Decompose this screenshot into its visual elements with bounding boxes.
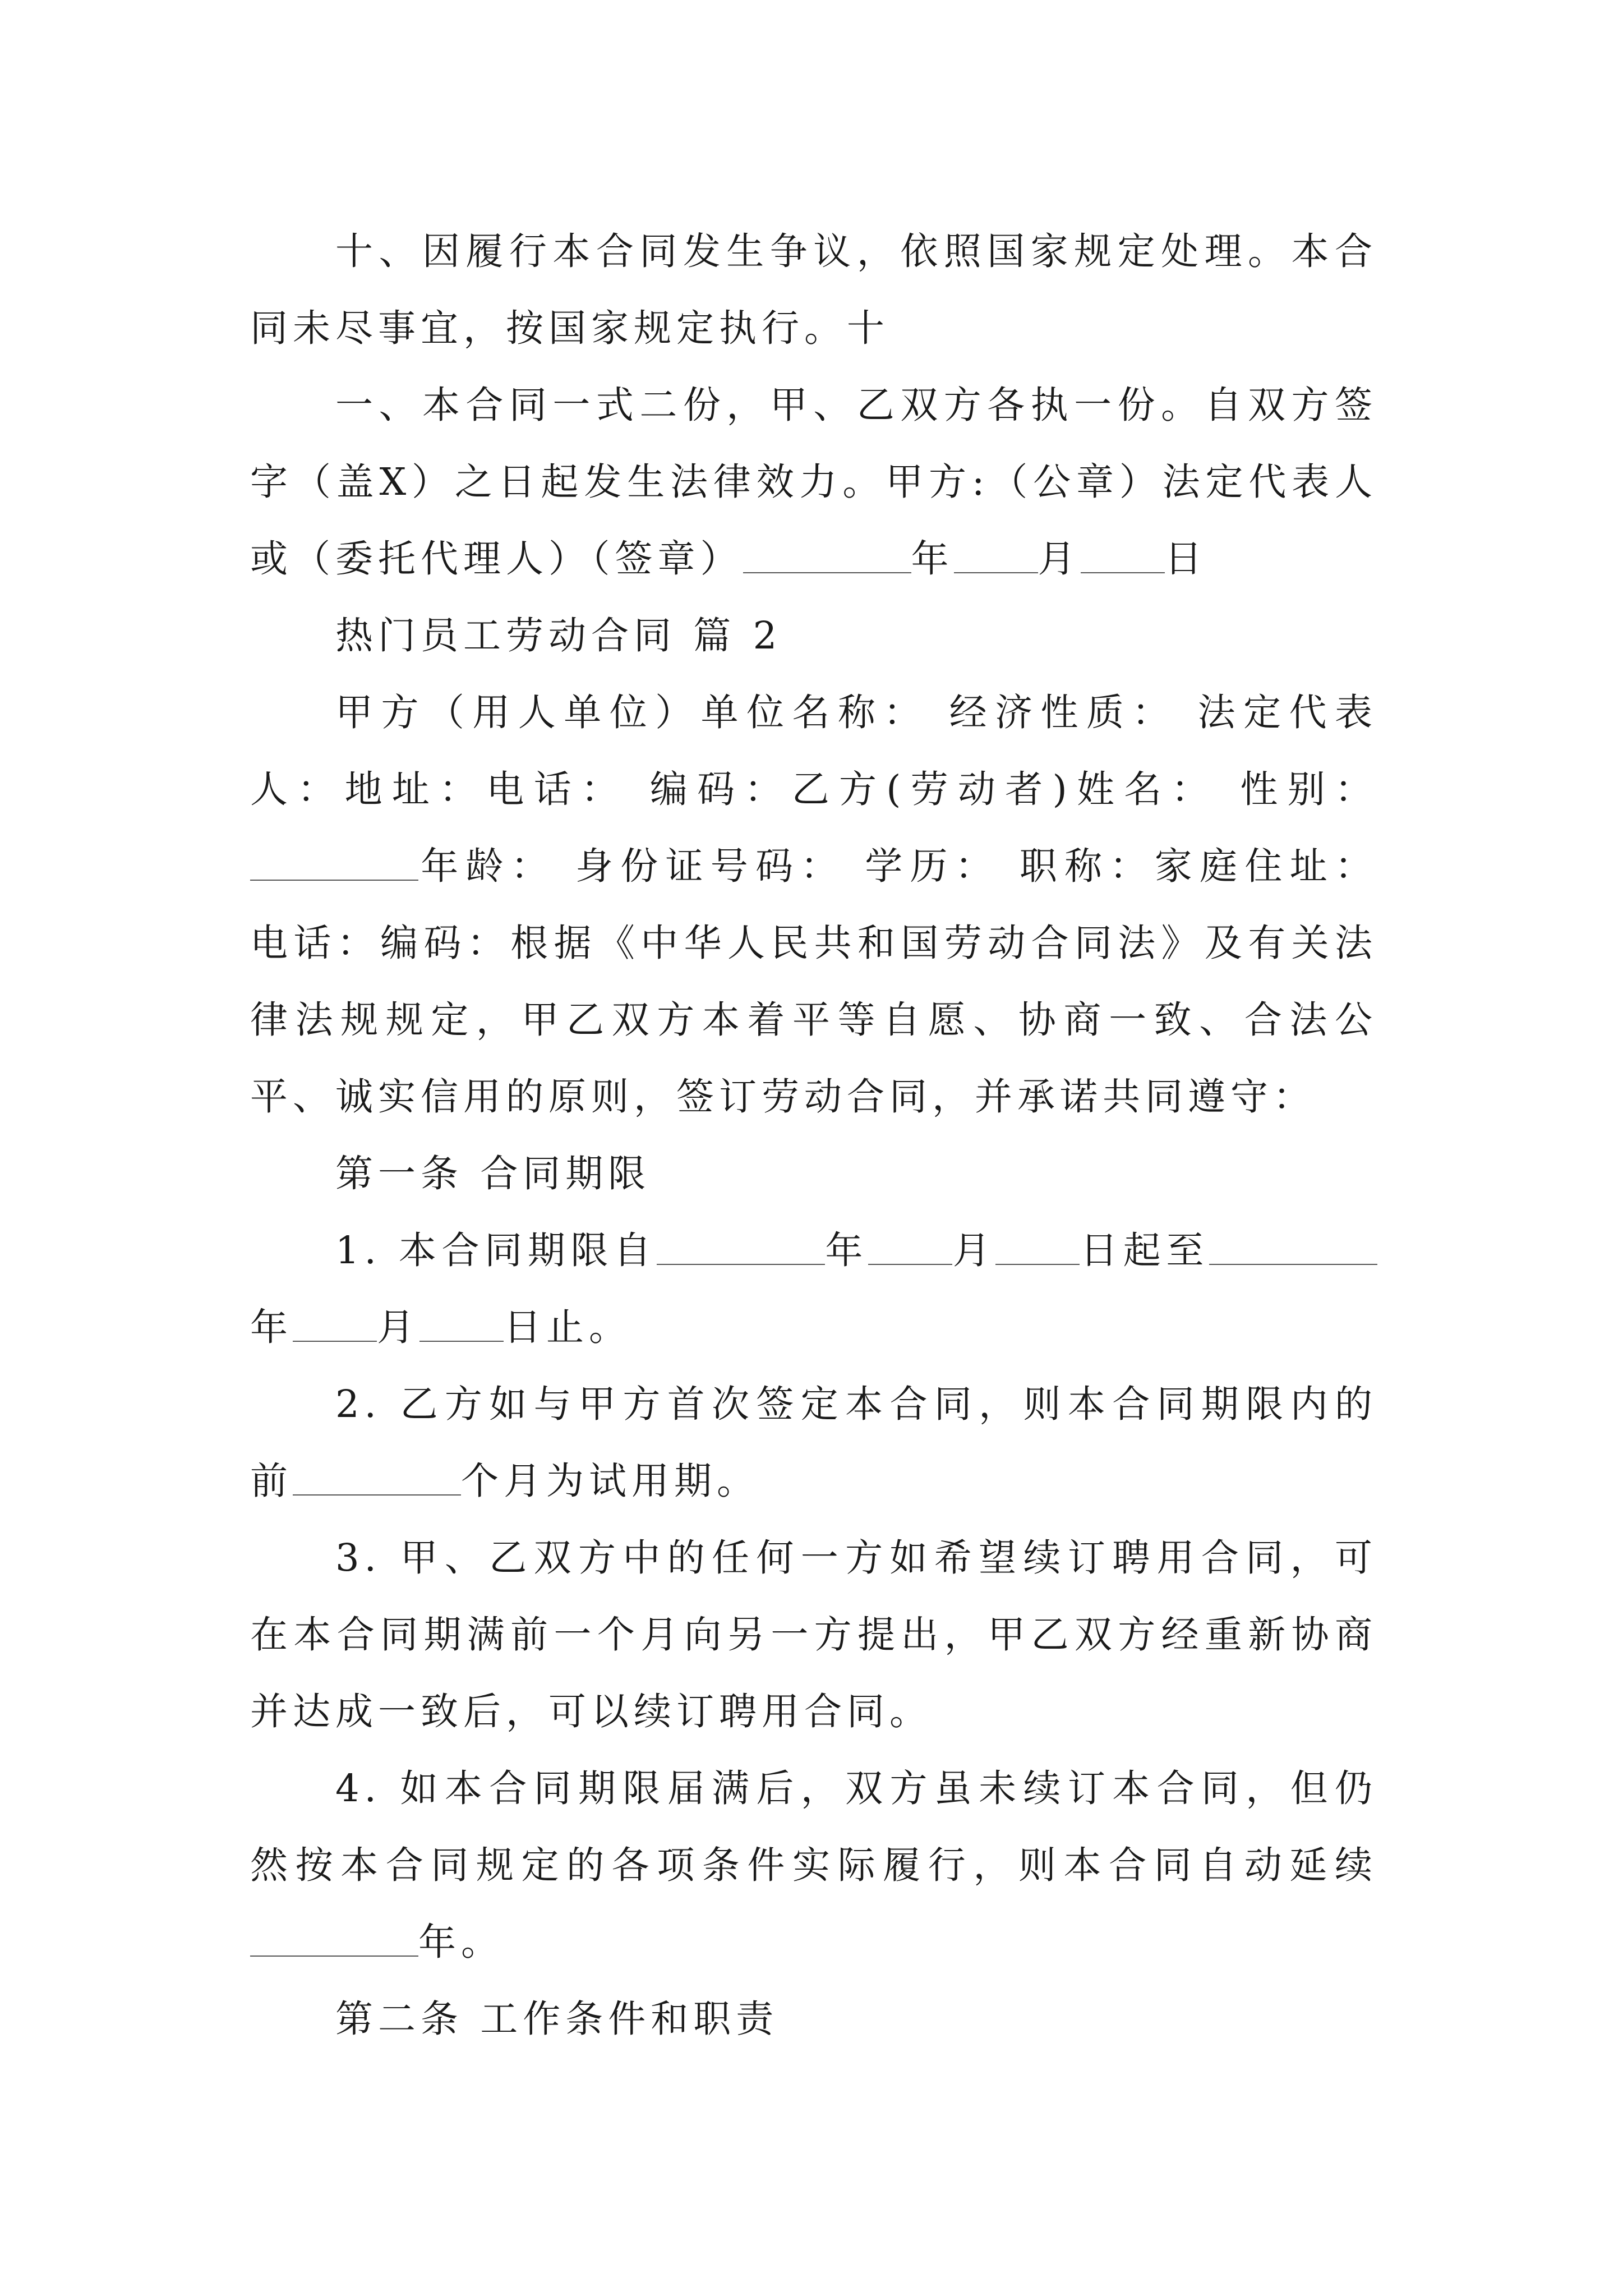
blank-month bbox=[954, 535, 1038, 573]
label-end-month: 月 bbox=[377, 1305, 419, 1349]
item-4-text: 4. 如本合同期限届满后，双方虽未续订本合同，但仍然按本合同规定的各项条件实际履行，则本合同自动延续 bbox=[250, 1766, 1377, 1887]
item-1 bbox=[250, 1212, 1377, 1366]
label-month: 月 bbox=[1038, 537, 1081, 581]
label-year: 年 bbox=[911, 537, 954, 581]
item-2-tail: 个月为试用期。 bbox=[461, 1459, 759, 1503]
item-3: 3. 甲、乙双方中的任何一方如希望续订聘用合同，可在本合同期满前一个月向另一方提出，甲乙双方经重新协商并达成一致后，可以续订聘用合同。 bbox=[250, 1536, 1377, 1733]
blank-start-month bbox=[868, 1226, 952, 1265]
label-start-month: 月 bbox=[952, 1228, 996, 1272]
paragraph-parties bbox=[250, 674, 1377, 1135]
section-title: 热门员工劳动合同 篇 2 bbox=[335, 614, 782, 657]
blank-extension bbox=[250, 1918, 418, 1957]
item-4-tail: 年。 bbox=[418, 1920, 504, 1964]
article-1-title: 第一条 合同期限 bbox=[335, 1152, 651, 1195]
paragraph-copies-text: 一、本合同一式二份，甲、乙双方各执一份。自双方签字（盖X）之日起发生法律效力。甲方:（公章）法定代表人或（委托代理人）（签章） bbox=[250, 383, 1377, 581]
blank-gender bbox=[250, 842, 418, 881]
item-2 bbox=[250, 1366, 1377, 1520]
label-day: 日 bbox=[1164, 537, 1207, 581]
blank-day bbox=[1081, 535, 1165, 573]
blank-end-year bbox=[1209, 1226, 1377, 1265]
paragraph-dispute-text: 十、因履行本合同发生争议，依照国家规定处理。本合同未尽事宜，按国家规定执行。十 bbox=[250, 229, 1377, 350]
label-start-day: 日起至 bbox=[1080, 1228, 1210, 1272]
paragraph-parties-text-b: 年龄： 身份证号码： 学历： 职称：家庭住址： 电话：编码：根据《中华人民共和国劳动合同法》及有关法律法规规定，甲乙双方本着平等自愿、协商一致、合法公平、诚实信用的原则，签订劳动合同，并承诺共同遵守： bbox=[250, 844, 1377, 1119]
blank-year bbox=[743, 535, 911, 573]
item-1-text: 1. 本合同期限自 bbox=[335, 1228, 657, 1272]
blank-start-year bbox=[657, 1226, 825, 1265]
blank-end-month bbox=[293, 1303, 377, 1342]
label-start-year: 年 bbox=[824, 1228, 869, 1272]
paragraph-dispute bbox=[250, 213, 1377, 367]
blank-end-day bbox=[419, 1303, 504, 1342]
paragraph-copies bbox=[250, 367, 1377, 597]
paragraph-parties-text-a: 甲方（用人单位）单位名称： 经济性质： 法定代表人：地址：电话： 编码：乙方(劳动者)姓名： 性别： bbox=[250, 691, 1377, 811]
blank-probation bbox=[293, 1457, 461, 1496]
label-end-year: 年 bbox=[250, 1305, 293, 1349]
blank-start-day bbox=[995, 1226, 1080, 1265]
label-end-day: 日止。 bbox=[504, 1305, 631, 1349]
article-2-title: 第二条 工作条件和职责 bbox=[335, 1997, 779, 2041]
item-2-text: 2. 乙方如与甲方首次签定本合同，则本合同期限内的前 bbox=[250, 1382, 1377, 1503]
document-body bbox=[250, 213, 1377, 2058]
item-4 bbox=[250, 1750, 1377, 1981]
